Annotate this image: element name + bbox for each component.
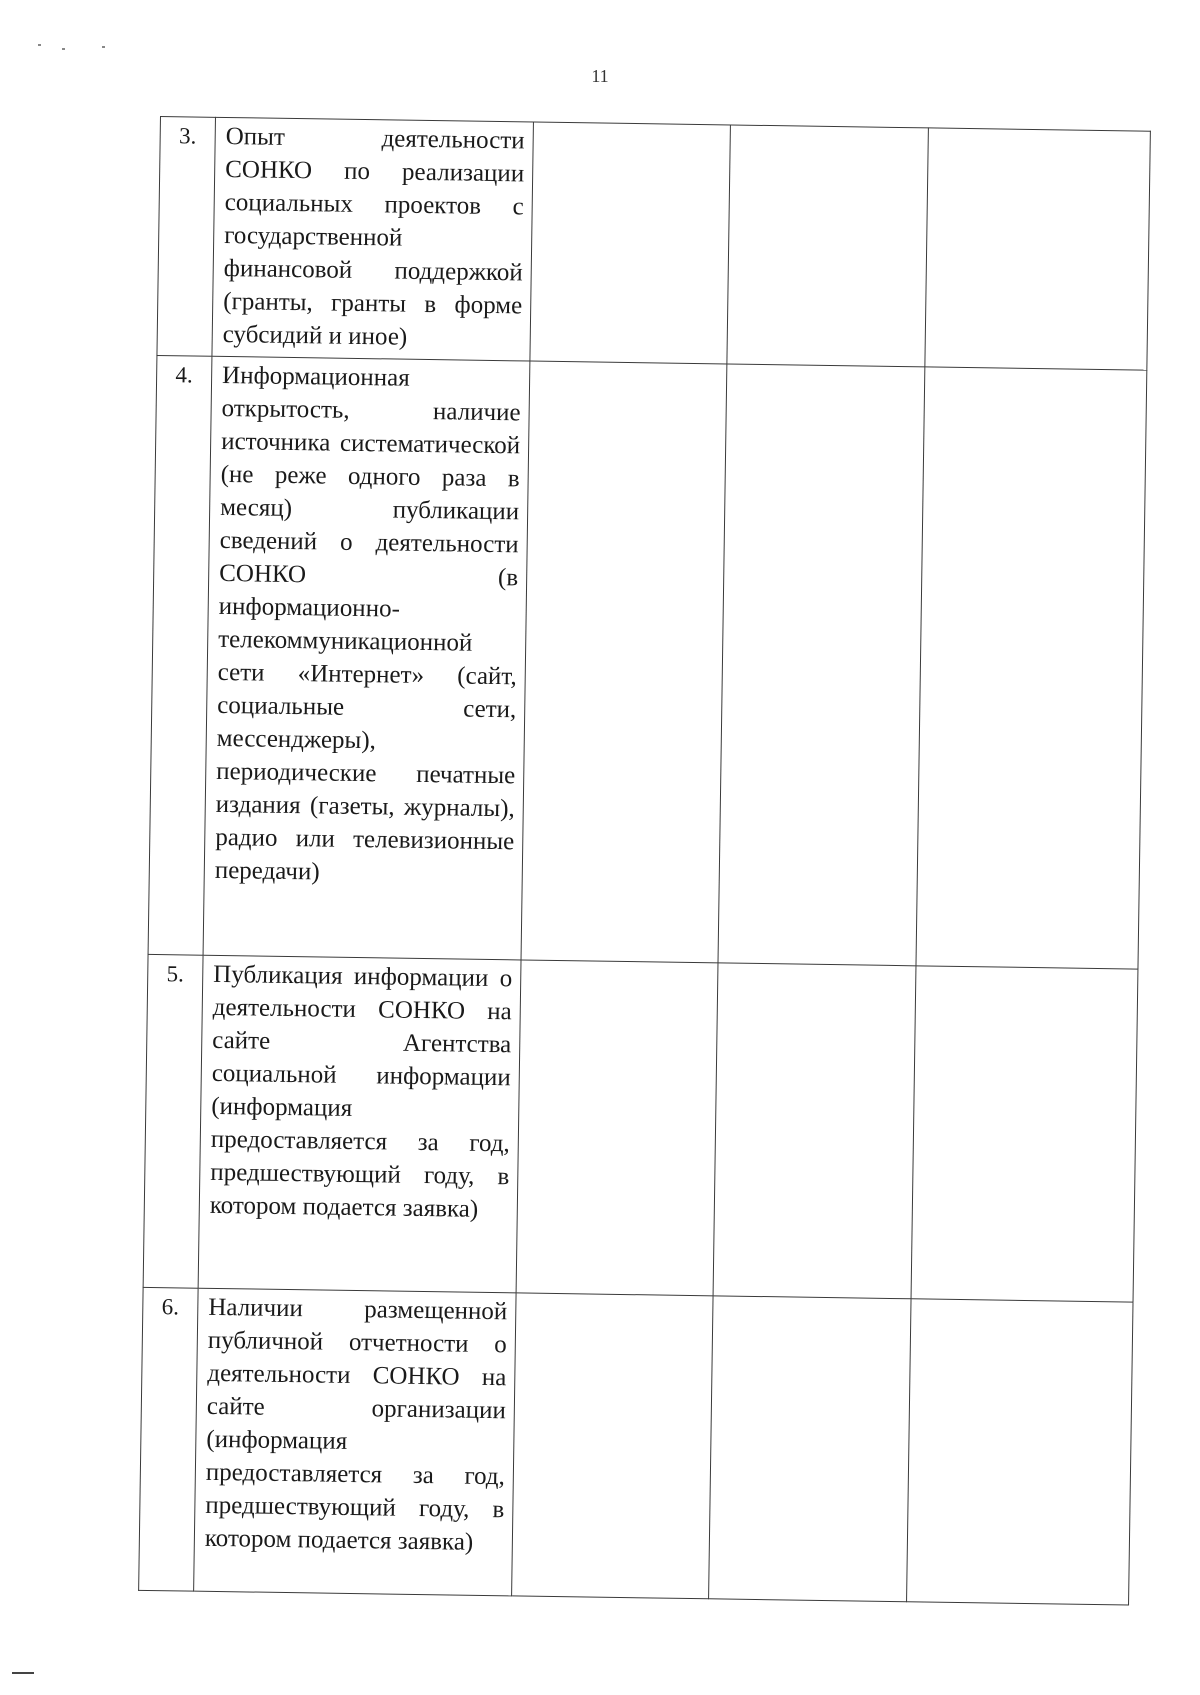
empty-cell — [512, 1293, 713, 1599]
empty-cell — [718, 364, 925, 966]
scan-speck — [62, 48, 65, 50]
scan-mark — [12, 1672, 34, 1674]
empty-cell — [521, 361, 727, 963]
scan-speck — [102, 46, 105, 48]
empty-cell — [911, 966, 1138, 1302]
row-number: 4. — [148, 355, 212, 955]
empty-cell — [925, 128, 1151, 370]
table-row — [148, 355, 1147, 969]
row-number: 3. — [157, 117, 216, 357]
empty-cell — [907, 1299, 1133, 1605]
empty-cell — [530, 122, 731, 364]
row-number: 5. — [143, 954, 203, 1288]
criterion-text: Информационная открытость, наличие источника систематической (не реже одного раза в месяц) публикации сведений о деятельности СОНКО (в информационно-телекоммуникационной сети «Интернет» (сайт, социальные сети, мессенджеры), периодические печатные издания (газеты, журналы), радио или телевизионные передачи) — [203, 356, 530, 960]
table-row — [157, 117, 1150, 371]
criterion-text: Опыт деятельности СОНКО по реализации социальных проектов с государственной финансовой поддержкой (гранты, гранты в форме субсидий и иное) — [212, 117, 534, 361]
empty-cell — [516, 960, 718, 1296]
criterion-text: Наличии размещенной публичной отчетности о деятельности СОНКО на сайте организации (информация предоставляется за год, предшествующий году, в котором подается заявка) — [194, 1288, 516, 1596]
table-row — [143, 954, 1138, 1302]
page-number: 11 — [591, 66, 609, 86]
criteria-table — [138, 116, 1151, 1606]
empty-cell — [727, 125, 929, 367]
empty-cell — [916, 367, 1147, 969]
empty-cell — [709, 1296, 911, 1602]
criterion-text: Публикация информации о деятельности СОНКО на сайте Агентства социальной информации (информация предоставляется за год, предшествующий году, в котором подается заявка) — [198, 955, 521, 1293]
table-row — [139, 1287, 1133, 1605]
row-number: 6. — [139, 1287, 198, 1591]
empty-cell — [713, 963, 916, 1299]
scan-speck — [38, 44, 41, 46]
